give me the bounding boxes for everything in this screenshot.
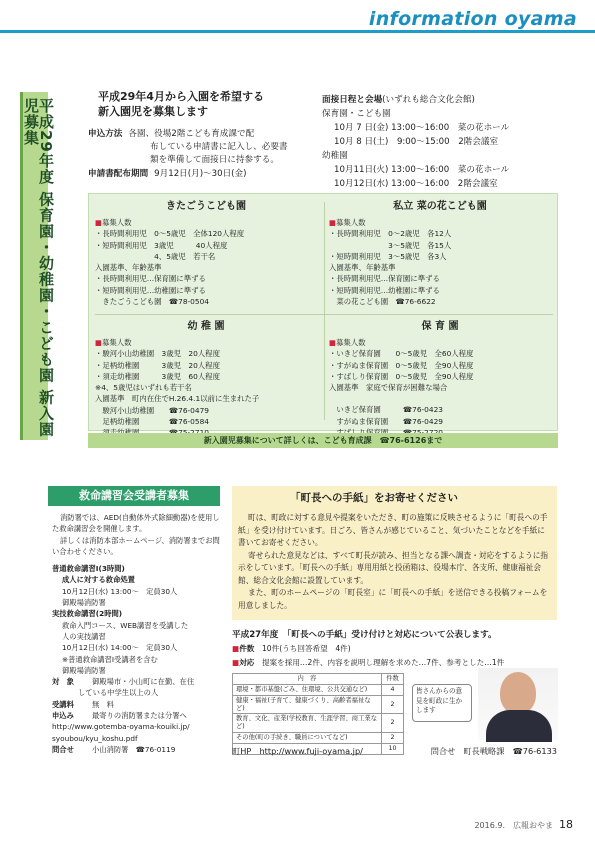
result-title: 平成27年度 「町長への手紙」受け付けと対応について公表します。	[232, 630, 497, 640]
apply-label: 申込方法	[88, 128, 123, 139]
rescue-url[interactable]: http://www.gotemba-oyama-kouiki.jp/	[52, 722, 190, 732]
header-bar	[0, 0, 595, 42]
grid-divider	[324, 202, 325, 420]
table-row: その他(町の手続き、職員についてなど) 2	[233, 733, 404, 744]
youchien-cell: 幼 稚 園 ■募集人数 ・駿河小山幼稚園 3歳児 20人程度 ・足柄幼稚園 3歳児 20人程度 ・須走幼稚園 3歳児 60人程度 ※4、5歳児はいずれも若干名 入園基準 町内在住でH.26.4.1以前に生まれた子 駿河小山幼稚園 ☎76-0479 足柄幼稚園 ☎76-0584	[95, 319, 317, 438]
schedule-group1: 保育園・こども園	[322, 108, 391, 119]
intro-block: 平成29年4月から入園を希望する 新入園児を募集します 申込方法 各園、役場2階こども育成課で配 布している申請書に記入し、必要書 類を準備して面接日に持参する。 申請書配布期間 9月12日(月)～30日(金)	[88, 90, 310, 181]
table-row: 健康・福祉(子育て、健康づくり、高齢者福祉など) 2	[233, 695, 404, 714]
vertical-title: 平成29年度 保育園・幼稚園・こども園 新入園児募集	[22, 98, 55, 438]
schedule-item: 10月11日(火) 13:00～16:00 菜の花ホール	[334, 164, 510, 175]
school-info-grid	[88, 193, 558, 431]
hoikuen-cell: 保 育 園 ■募集人数 ・いきど保育園 0～5歳児 全60人程度 ・すがぬま保育園 0～5歳児 全90人程度 ・すばしり保育園 0～5歳児 全90人程度 入園基準 家庭で保育が困難な場合 いきど保育園 ☎76-0423 すがぬま保育園 ☎76-0429	[329, 319, 551, 438]
page-footer	[474, 818, 573, 831]
schedule-item: 10月 8 日(土) 9:00～15:00 2階会議室	[334, 136, 499, 147]
distribution-label: 申請書配布期間	[88, 168, 149, 179]
schedule-item: 10月12日(水) 13:00～16:00 2階会議室	[334, 178, 498, 189]
interview-schedule	[322, 94, 562, 191]
schedule-item: 10月 7 日(金) 13:00～16:00 菜の花ホール	[334, 122, 510, 133]
header-stripe	[0, 30, 595, 33]
table-row: 10	[233, 744, 404, 755]
vertical-title-band	[20, 92, 55, 440]
intro-heading: 平成29年4月から入園を希望する 新入園児を募集します	[98, 90, 264, 118]
youchien-title: 幼 稚 園	[187, 321, 225, 332]
mayor-contact: 問合せ 町長戦略課 ☎76-6133	[430, 746, 557, 756]
rescue-url[interactable]: syoubou/kyu_koshu.pdf	[52, 733, 138, 743]
rescue-block: 消防署では、AED(自動体外式除細動器)を使用した救命講習会を開催します。 詳しくは消防本部ホームページ、消防署までお問い合わせください。 普通救命講習Ⅰ(3時間) 成人に対する救命処置 10月12日(水) 13:00～ 定員30人 御殿場消防署 実技救命講習(2時間) 救命入門コース、WEB講習を受講した 人の実技講習 10月12日(水) 14:00～ 定員30人 ※普通救命講習Ⅰ受講者を含む 御殿場消防署 対 象 御殿場市・小山町に在勤、在住 している中学生以上の人 受講料 無 料 申込み 最寄りの消防署または分署へ http://www.gotemba-oyama-kouiki.jp/ syoubou/kyu_koshu.pdf 問合せ 小山消防署 ☎76-0119	[52, 512, 222, 755]
table-row: 環境・都市基盤(ごみ、住環境、公共交通など) 4	[233, 684, 404, 695]
rescue-title: 救命講習会受講者募集	[48, 486, 220, 506]
distribution-period: 9月12日(月)～30日(金)	[154, 168, 247, 179]
schedule-group2: 幼稚園	[322, 150, 348, 161]
nanohana-title: 私立 菜の花こども園	[393, 201, 487, 212]
grid-footer: 新入園児募集について詳しくは、こども育成課 ☎76-6126まで	[88, 433, 558, 448]
kitagou-title: きたごうこども園	[166, 201, 246, 212]
grid-divider	[95, 314, 553, 315]
hoikuen-title: 保 育 園	[421, 321, 459, 332]
nanohana-cell: 私立 菜の花こども園 ■募集人数 ・長時間利用児 0～2歳児 各12人 3～5歳児 各15人 ・短時間利用児 3～5歳児 各3人 入園基準、年齢基準 ・長時間利用児…保育園に準ずる ・短時間利用児…幼稚園に準ずる 菜の花こども園 ☎76-6622	[329, 199, 551, 307]
apply-text: 各園、役場2階こども育成課で配	[128, 128, 255, 139]
table-row: 教育、文化、産業(学校教育、生涯学習、商工業など) 2	[233, 714, 404, 733]
mayor-text: 町は、町政に対する意見や提案をいただき、町の施策に反映させるように「町長への手紙」を受け付けています。日ごろ、皆さんが感じていること、気づいたことなどを手紙に書いてお寄せください。 寄せられた意見などは、すべて町長が読み、担当となる課へ調査・対応をするように指示をしています。「町長への手紙」専用用紙と投函箱は、役場本庁、各支所、健康福祉会館、総合文化会館に設置しています。 また、町のホームページの「町長室」に「町長への手紙」を送信できる投稿フォームを用意しました。	[238, 513, 549, 610]
speech-bubble: 皆さんからの意見を町政に生かします	[412, 684, 472, 722]
page-number: 18	[559, 818, 573, 831]
mayor-footer	[232, 746, 557, 757]
result-response: ■対応 提案を採用…2件、内容を説明し理解を求めた…7件、参考とした…1件	[232, 658, 505, 667]
schedule-note: (いずれも総合文化会館)	[382, 95, 475, 105]
kitagou-cell: きたごうこども園 ■募集人数 ・長時間利用児 0～5歳児 全体120人程度 ・短時間利用児 3歳児 40人程度 4、5歳児 若干名 入園基準、年齢基準 ・長時間利用児…保育園に準ずる ・短時間利用児…幼稚園に準ずる きたごうこども園 ☎78-0504	[95, 199, 317, 307]
course2-title: 実技救命講習(2時間)	[52, 609, 123, 619]
result-count: ■件数 10件(うち回答希望 4件)	[232, 644, 351, 653]
mayor-face	[500, 672, 536, 714]
town-homepage[interactable]: 町HP http://www.fuji-oyama.jp/	[232, 746, 363, 756]
course1-title: 普通救命講習Ⅰ(3時間)	[52, 564, 125, 574]
schedule-heading: 面接日程と会場	[322, 95, 383, 105]
mayor-title: 「町長への手紙」をお寄せください	[290, 492, 458, 504]
mayor-suit	[486, 710, 552, 742]
issue-label: 2016.9. 広報おやま	[474, 821, 553, 830]
header-title: information oyama	[363, 8, 577, 30]
category-table: 内 容 件数 環境・都市基盤(ごみ、住環境、公共交通など) 4 健康・福祉(子育て、健康づくり、高齢者福祉など) 2 教育、文化、産業(学校教育、生涯学習、商工業など) 2 その他(町の手続き、職員についてなど) 2 10	[232, 673, 404, 755]
